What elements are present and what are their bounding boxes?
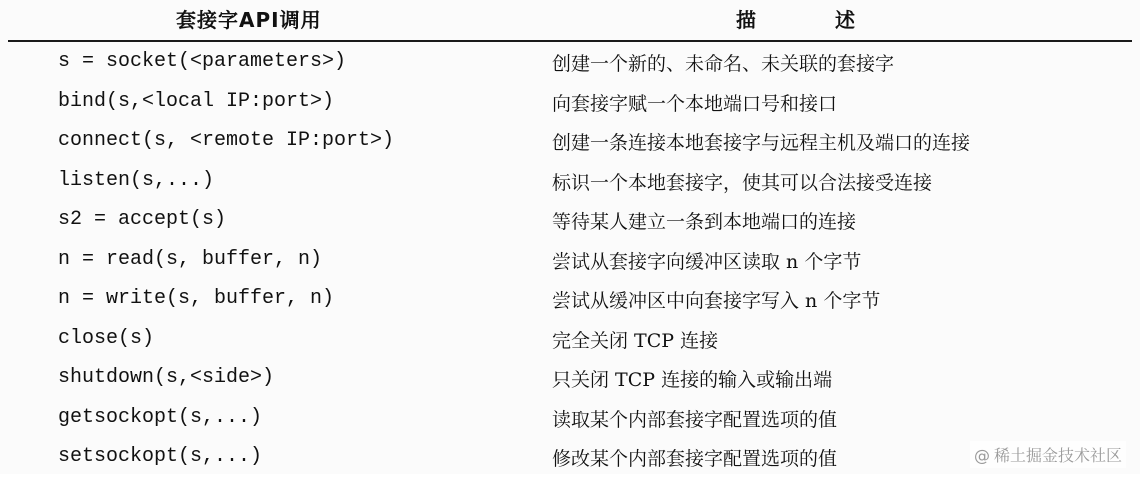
table-row <box>0 321 1140 361</box>
header-description-column: 描 述 <box>736 8 891 32</box>
api-description: 创建一个新的、未命名、未关联的套接字 <box>552 53 895 75</box>
api-description: 标识一个本地套接字，使其可以合法接受连接 <box>552 171 933 194</box>
api-call: close(s) <box>58 326 155 350</box>
api-description: 尝试从缓冲区中向套接字写入 n 个字节 <box>552 290 881 312</box>
table-row <box>0 202 1140 242</box>
table-row <box>0 281 1140 321</box>
api-call: connect(s, <remote IP:port>) <box>58 129 395 152</box>
api-description: 完全关闭 TCP 连接 <box>552 329 719 352</box>
watermark <box>970 441 1126 468</box>
api-description: 等待某人建立一条到本地端口的连接 <box>552 211 857 233</box>
api-description: 尝试从套接字向缓冲区读取 n 个字节 <box>552 250 862 273</box>
table-row <box>0 360 1140 400</box>
table-row <box>0 123 1140 163</box>
api-call: bind(s,<local IP:port>) <box>58 89 335 113</box>
table-row <box>0 163 1140 203</box>
api-description: 读取某个内部套接字配置选项的值 <box>552 408 838 431</box>
api-description: 只关闭 TCP 连接的输入或输出端 <box>552 369 833 391</box>
api-description: 创建一条连接本地套接字与远程主机及端口的连接 <box>552 132 971 154</box>
table-row <box>0 242 1140 282</box>
api-call: listen(s,...) <box>58 168 215 192</box>
table-row <box>0 44 1140 84</box>
api-call: getsockopt(s,...) <box>58 405 263 429</box>
api-call: n = read(s, buffer, n) <box>58 247 323 271</box>
header-divider <box>8 40 1132 42</box>
api-description: 修改某个内部套接字配置选项的值 <box>552 448 838 470</box>
api-call: shutdown(s,<side>) <box>58 366 275 389</box>
at-icon: @ <box>973 446 990 465</box>
table-row <box>0 84 1140 124</box>
table-row <box>0 400 1140 440</box>
header-api-column: 套接字API调用 <box>176 8 322 32</box>
watermark-text: 稀土掘金技术社区 <box>993 446 1122 465</box>
api-call: n = write(s, buffer, n) <box>58 287 335 310</box>
table-header <box>8 0 1132 38</box>
table-body <box>0 44 1140 479</box>
api-description: 向套接字赋一个本地端口号和接口 <box>552 92 838 115</box>
api-call: setsockopt(s,...) <box>58 445 263 468</box>
api-call: s = socket(<parameters>) <box>58 50 347 73</box>
api-call: s2 = accept(s) <box>58 208 227 231</box>
